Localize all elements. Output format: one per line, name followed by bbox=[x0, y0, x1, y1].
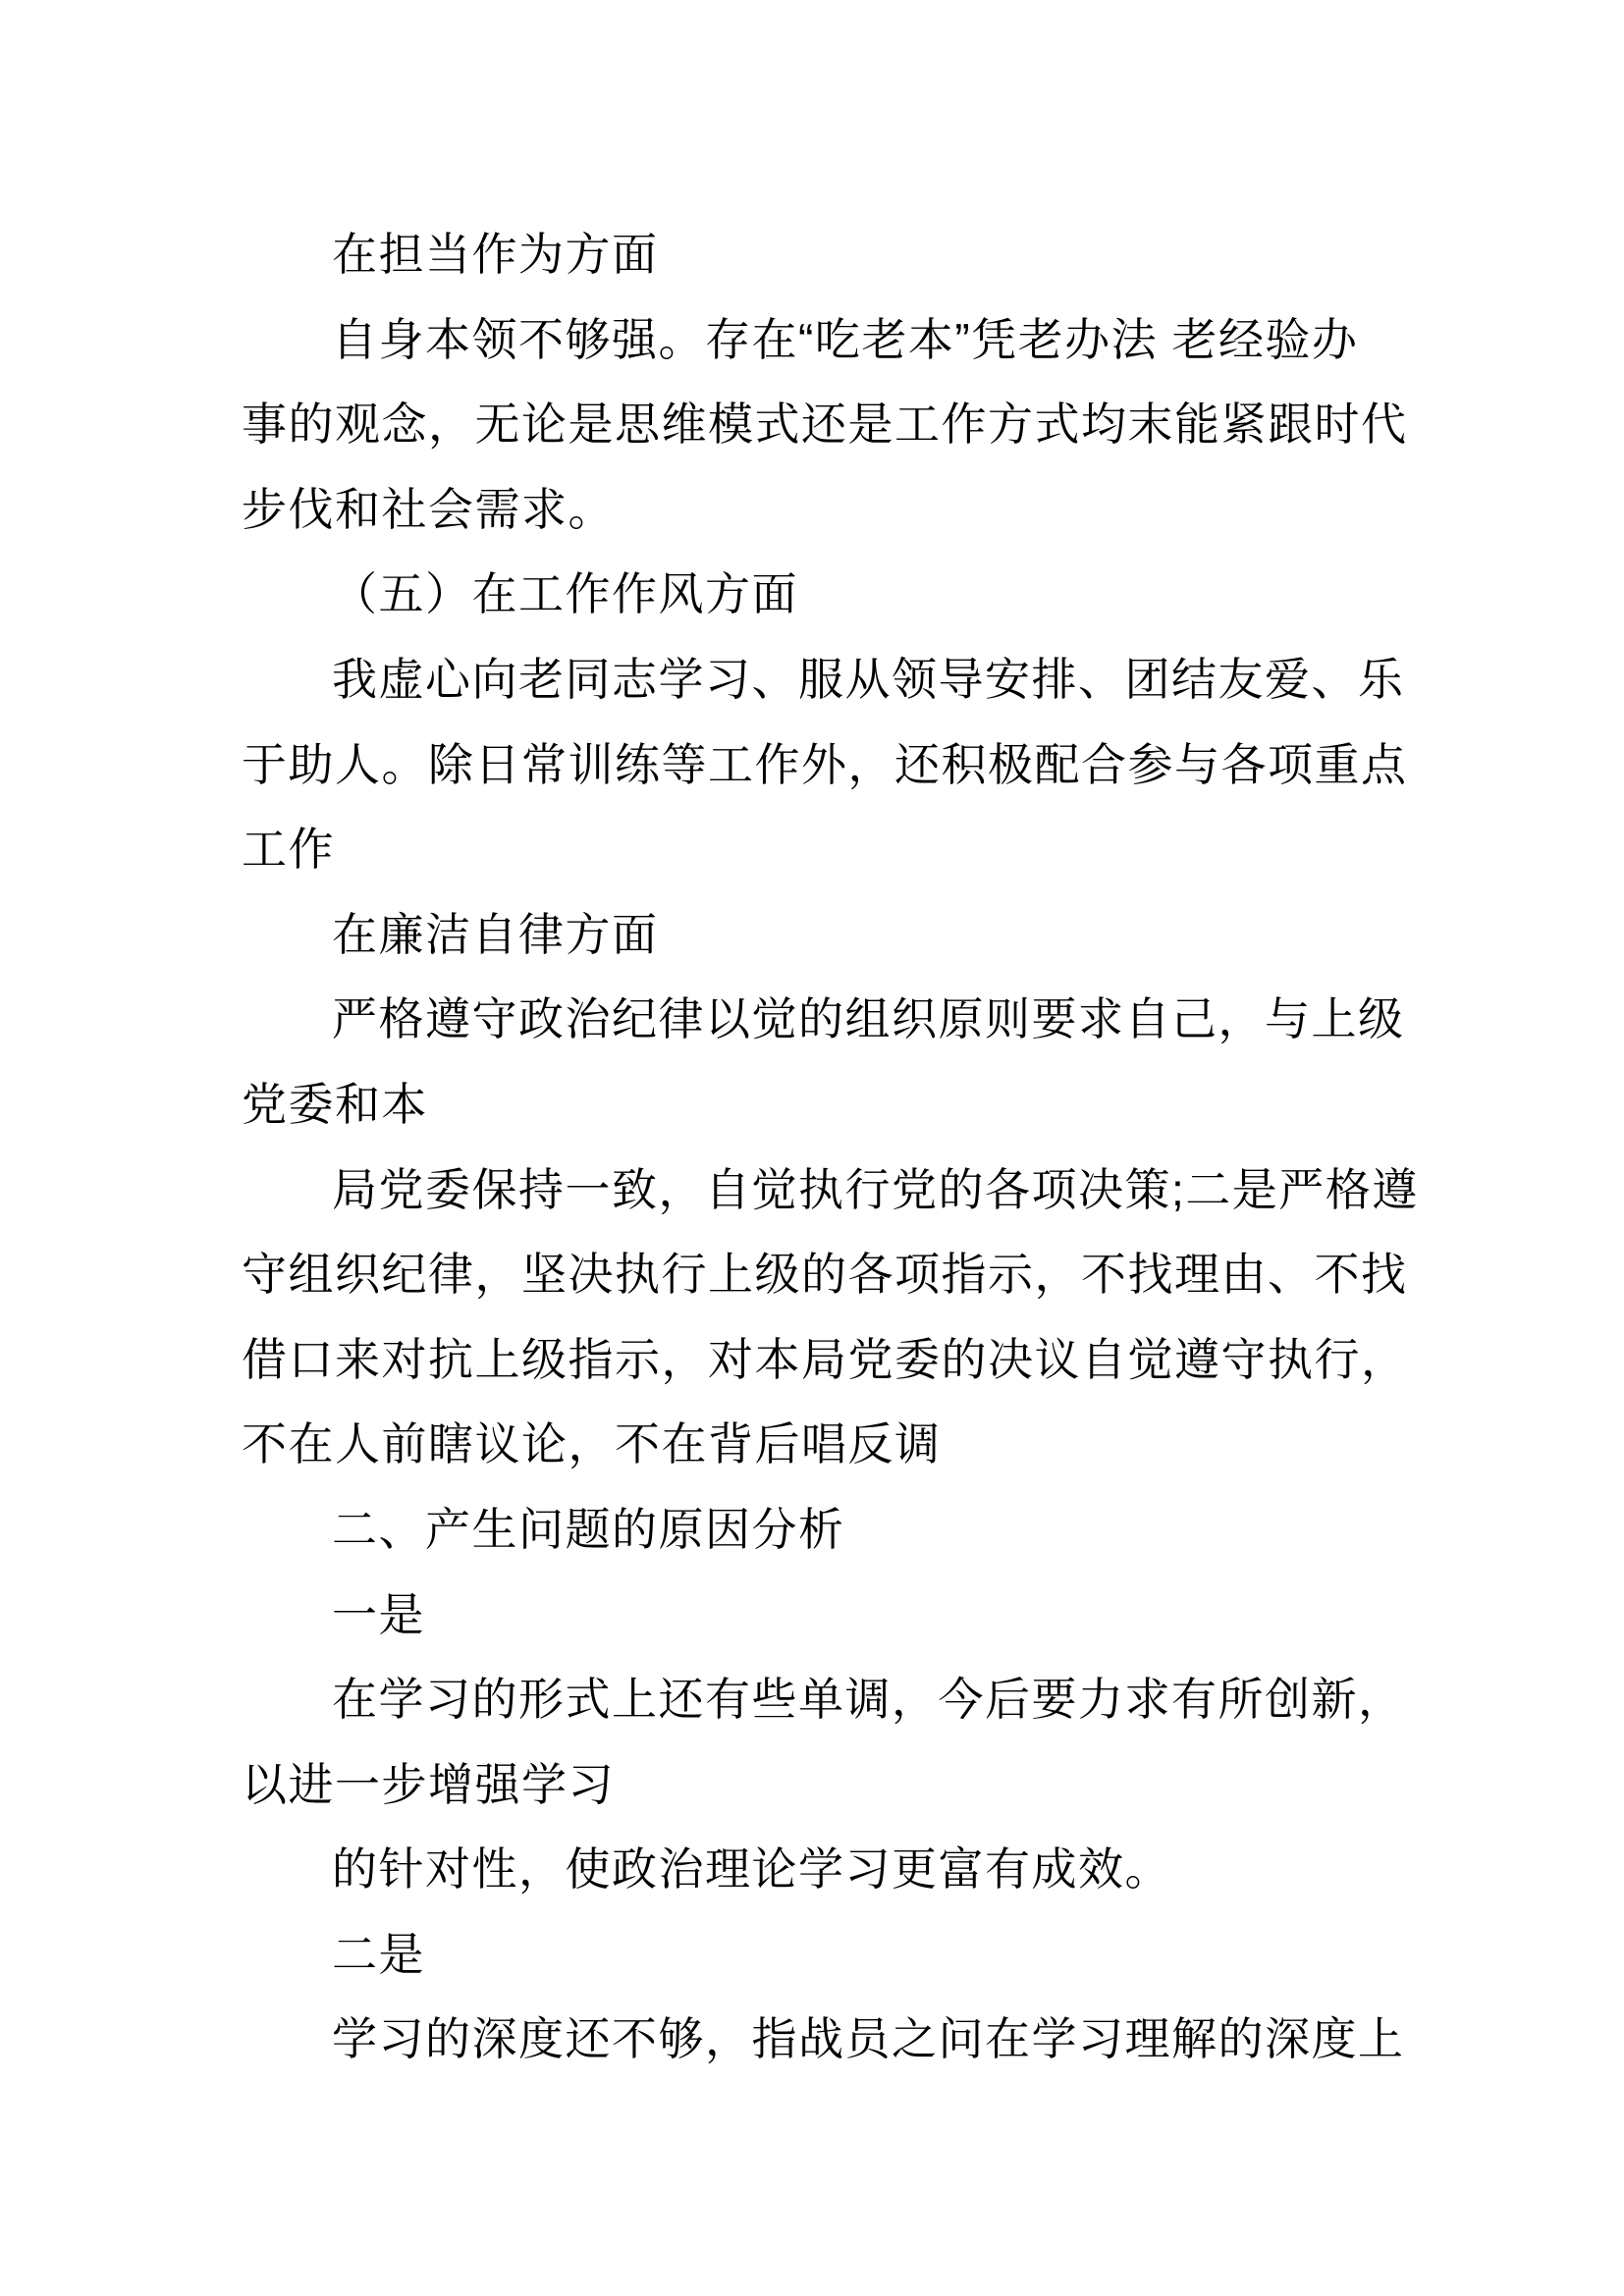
text-line: 一是 bbox=[332, 1588, 425, 1640]
text-line: 在学习的形式上还有些单调，今后要力求有所创新， bbox=[332, 1674, 1405, 1726]
text-line: 学习的深度还不够，指战员之问在学习理解的深度上 bbox=[332, 2013, 1405, 2065]
text-line: 严格遵守政治纪律以觉的组织原则要求自己，与上级 bbox=[332, 993, 1405, 1045]
text-line: 步伐和社会需求。 bbox=[242, 483, 615, 535]
text-line: 在廉洁自律方面 bbox=[332, 908, 659, 960]
text-line: 借口来对抗上级指示，对本局党委的决议自觉遵守执行， bbox=[242, 1333, 1408, 1385]
text-line: 在担当作为方面 bbox=[332, 229, 659, 280]
text-line: 事的观念，无论是思维模式还是工作方式均末能紧跟时代 bbox=[242, 399, 1408, 451]
text-line: 以进一步增强学习 bbox=[242, 1758, 615, 1810]
text-line: （五）在工作作风方面 bbox=[332, 568, 798, 620]
text-line: 二是 bbox=[332, 1928, 425, 1980]
text-line: 我虚心向老同志学习、服从领导安排、团结友爱、乐 bbox=[332, 653, 1405, 705]
text-line: 守组织纪律，坚决执行上级的各项指示，不找理由、不找 bbox=[242, 1249, 1408, 1301]
text-line: 党委和本 bbox=[242, 1078, 428, 1130]
text-line: 二、产生问题的原因分析 bbox=[332, 1503, 845, 1555]
text-line: 不在人前瞎议论，不在背后唱反调 bbox=[242, 1418, 942, 1470]
text-line: 的针对性，使政治理论学习更富有成效。 bbox=[332, 1843, 1171, 1896]
text-line: 局党委保持一致，自觉执行党的各项决策;二是严格遵 bbox=[332, 1163, 1419, 1215]
text-lines bbox=[242, 212, 1419, 2082]
text-line: 自身本领不够强。存在“吃老本”凭老办法 老经验办 bbox=[332, 313, 1359, 365]
text-line: 于助人。除日常训练等工作外，还积极配合参与各项重点 bbox=[242, 738, 1408, 790]
text-line: 工作 bbox=[242, 824, 335, 876]
